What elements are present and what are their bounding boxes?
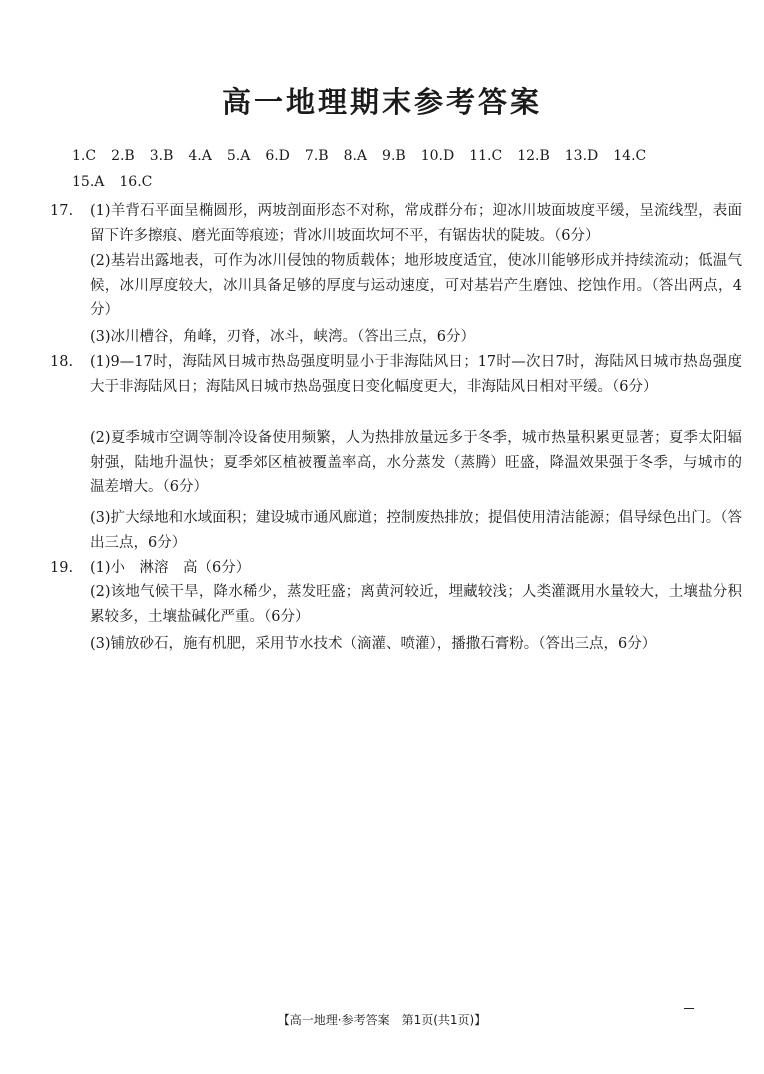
answer-19-3: (3)铺放砂石，施有机肥，采用节水技术（滴灌、喷灌），播撒石膏粉。（答出三点，6分） [90, 636, 657, 652]
answer-18-3: (3)扩大绿地和水域面积；建设城市通风廊道；控制废热排放；提倡使用清洁能源；倡导绿色出门。（答出三点，6分） [90, 510, 742, 551]
page-title: 高一地理期末参考答案 [221, 85, 542, 119]
choice-answers-line-2 [72, 174, 167, 190]
choice-answer: 4.A [188, 148, 212, 164]
footer-dash [684, 1008, 694, 1009]
choice-answer: 10.D [420, 148, 455, 164]
question-number: 17. [50, 203, 74, 219]
choice-answer: 8.A [343, 148, 368, 164]
choice-answer: 12.B [517, 148, 550, 164]
choice-answer: 16.C [119, 174, 153, 190]
choice-answer: 15.A [72, 174, 105, 190]
question-number: 19. [50, 560, 74, 576]
choice-answer: 2.B [111, 148, 135, 164]
question-number: 18. [50, 354, 74, 370]
choice-answer: 3.B [149, 148, 174, 164]
answer-18-2: (2)夏季城市空调等制冷设备使用频繁，人为热排放量远多于冬季，城市热量积累更显著；夏季太阳辐射强，陆地升温快；夏季郊区植被覆盖率高，水分蒸发（蒸腾）旺盛，降温效果强于冬季，与城市的温差增大。（6分） [90, 430, 742, 495]
choice-answers-line-1 [72, 148, 661, 164]
answer-17-3: (3)冰川槽谷，角峰，刃脊，冰斗，峡湾。（答出三点，6分） [90, 329, 476, 345]
choice-answer: 5.A [226, 148, 251, 164]
choice-answer: 13.D [564, 148, 599, 164]
answer-19-2: (2)该地气候干旱，降水稀少，蒸发旺盛；离黄河较近，埋藏较浅；人类灌溉用水量较大，土壤盐分积累较多，土壤盐碱化严重。（6分） [90, 584, 742, 625]
choice-answer: 9.B [382, 148, 406, 164]
choice-answer: 6.D [265, 148, 290, 164]
choice-answer: 14.C [613, 148, 647, 164]
answer-17-1: (1)羊背石平面呈椭圆形，两坡剖面形态不对称，常成群分布；迎冰川坡面坡度平缓，呈流线型，表面留下许多擦痕、磨光面等痕迹；背冰川坡面坎坷不平，有锯齿状的陡坡。（6分） [90, 203, 742, 244]
answer-17-2: (2)基岩出露地表，可作为冰川侵蚀的物质载体；地形坡度适宜，使冰川能够形成并持续流动；低温气候，冰川厚度较大，冰川具备足够的厚度与运动速度，可对基岩产生磨蚀、挖蚀作用。（答出两点，4分） [90, 253, 742, 318]
choice-answer: 1.C [72, 148, 97, 164]
answer-19-1: (1)小 淋溶 高（6分） [90, 560, 251, 576]
answer-18-1: (1)9—17时，海陆风日城市热岛强度明显小于非海陆风日；17时—次日7时，海陆风日城市热岛强度大于非海陆风日；海陆风日城市热岛强度日变化幅度更大，非海陆风日相对平缓。（6分） [90, 354, 742, 395]
page-footer: 【高一地理·参考答案 第1页(共1页)】 [277, 1013, 487, 1027]
choice-answer: 11.C [469, 148, 503, 164]
choice-answer: 7.B [304, 148, 329, 164]
